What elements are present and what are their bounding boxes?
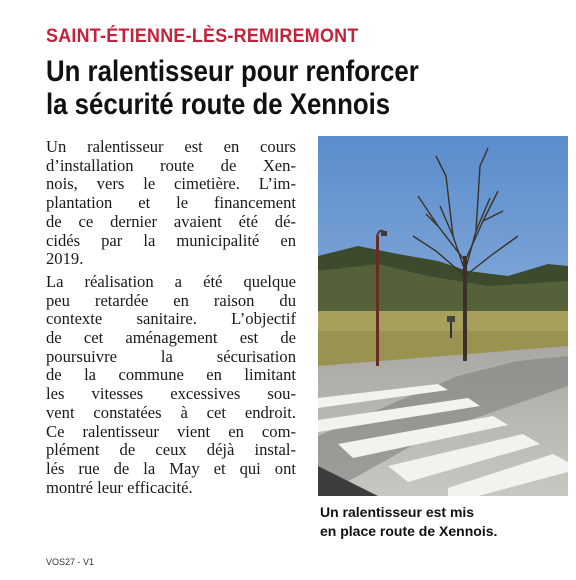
- body-line: de cet aménagement est de: [46, 328, 296, 348]
- body-line: lés rue de la May et qui ont: [46, 458, 296, 478]
- caption-line-1: Un ralentisseur est mis: [320, 504, 475, 520]
- body-line: de la commune en limitant: [46, 365, 296, 385]
- body-line: peu retardée en raison du: [46, 290, 296, 310]
- body-line: vent constatées à cet endroit.: [46, 402, 296, 422]
- body-line: contexte sanitaire. L’objectif: [46, 309, 296, 329]
- tree-trunk: [463, 256, 467, 361]
- body-line: plantation et le financement: [46, 193, 296, 213]
- body-line: montré leur efficacité.: [46, 477, 193, 497]
- paragraph-1: [46, 138, 296, 269]
- body-line: 2019.: [46, 249, 84, 269]
- body-line: nois, vers le cimetière. L’im-: [46, 174, 296, 194]
- article-photo: [318, 136, 568, 496]
- headline-line-1: Un ralentisseur pour renforcer: [46, 55, 419, 88]
- body-line: Un ralentisseur est en cours: [46, 137, 296, 156]
- body-line: Ce ralentisseur vient en com-: [46, 421, 296, 441]
- lamp-post: [376, 236, 379, 366]
- headline-line-2: la sécurité route de Xennois: [46, 88, 391, 121]
- body-line: les vitesses excessives sou-: [46, 384, 296, 404]
- body-line: poursuivre la sécurisation: [46, 346, 296, 366]
- caption-line-2: en place route de Xennois.: [320, 523, 498, 539]
- paragraph-2: [46, 273, 296, 497]
- article-body: [46, 138, 296, 501]
- article-headline: [46, 55, 493, 121]
- body-line: d’installation route de Xen-: [46, 155, 296, 175]
- body-line: cidés par la municipalité en: [46, 230, 296, 250]
- speed-bump-photo: [318, 136, 568, 496]
- location-kicker: SAINT-ÉTIENNE-LÈS-REMIREMONT: [46, 26, 359, 47]
- body-line: de ce dernier avaient été dé-: [46, 211, 296, 231]
- body-line: La réalisation a été quelque: [46, 271, 296, 291]
- body-line: plément de ceux déjà instal-: [46, 440, 296, 460]
- edition-code: VOS27 - V1: [46, 557, 95, 567]
- photo-caption: [320, 503, 570, 541]
